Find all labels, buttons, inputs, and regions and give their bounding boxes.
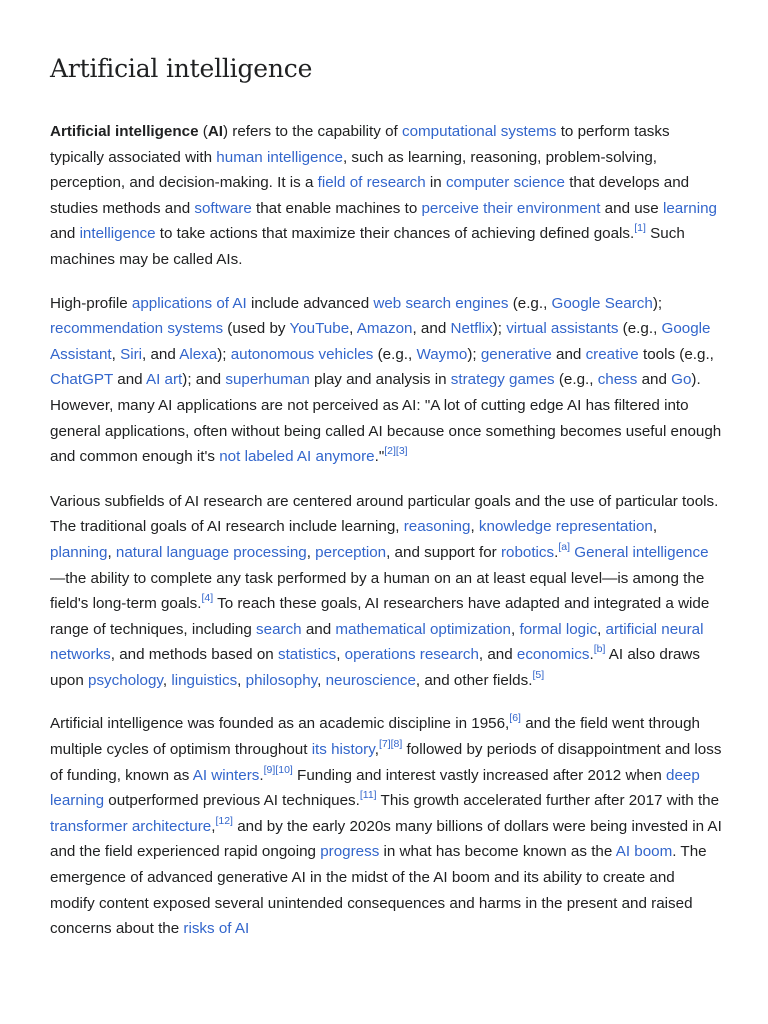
paragraph-text: and <box>301 620 336 638</box>
citation-link[interactable]: [10] <box>275 763 293 776</box>
paragraph-text: , <box>111 345 121 363</box>
paragraph-text: in <box>425 174 446 192</box>
paragraph-text: . <box>589 646 594 664</box>
paragraph <box>50 119 722 273</box>
citation-link[interactable]: [5] <box>532 669 545 682</box>
link-statistics[interactable]: statistics <box>277 646 337 664</box>
paragraph-text: , and support for <box>386 543 501 561</box>
paragraph-text: AI also draws upon <box>50 646 700 689</box>
citation-ref <box>384 445 396 457</box>
paragraph-text: and use <box>600 199 663 217</box>
paragraph-text: ). However, many AI applications are not perceived as AI: "A lot of cutting edge AI has filtered into general applications, often without being called AI because once something becomes useful enough and common enough it's <box>50 371 722 466</box>
link-intelligence[interactable]: intelligence <box>79 225 156 243</box>
citation-ref <box>275 764 293 776</box>
paragraph-text: to perform tasks typically associated with <box>50 123 670 166</box>
link-risks-of-ai[interactable]: risks of AI <box>183 920 250 938</box>
paragraph-text: and <box>113 371 146 389</box>
citation-ref <box>558 541 570 553</box>
citation-ref <box>391 738 403 750</box>
paragraph-text: —the ability to complete any task performed by a human on an at least equal level—is among the field's long-term goals. <box>50 569 705 613</box>
link-linguistics[interactable]: linguistics <box>171 671 238 689</box>
paragraph-text: include advanced <box>246 294 374 312</box>
citation-link[interactable]: [3] <box>395 445 408 458</box>
link-psychology[interactable]: psychology <box>88 671 163 689</box>
paragraph-text: , <box>237 671 246 689</box>
link-netflix[interactable]: Netflix <box>450 320 493 338</box>
paragraph-text: Funding and interest vastly increased after 2012 when <box>292 766 666 784</box>
paragraph-text: This growth accelerated further after 2017 with the <box>376 792 720 810</box>
paragraph-text: , <box>652 518 658 536</box>
paragraph-text: , and <box>478 646 517 664</box>
paragraph-text: Artificial intelligence was founded as an academic discipline in 1956, <box>50 715 510 733</box>
paragraph-text: to take actions that maximize their chances of achieving defined goals. <box>155 225 635 243</box>
link-planning[interactable]: planning <box>50 543 108 561</box>
paragraph-text: (used by <box>223 320 290 338</box>
link-autonomous-vehicles[interactable]: autonomous vehicles <box>230 345 374 363</box>
link-perception[interactable]: perception <box>315 543 387 561</box>
link-ai-boom[interactable]: AI boom <box>615 843 673 861</box>
paragraph-text: outperformed previous AI techniques. <box>104 792 360 810</box>
paragraph <box>50 291 722 470</box>
paragraph-text: . <box>259 766 264 784</box>
link-virtual-assistants[interactable]: virtual assistants <box>506 320 619 338</box>
link-learning[interactable]: learning <box>662 199 717 217</box>
paragraph-text: ); <box>217 345 231 363</box>
link-its-history[interactable]: its history <box>311 741 375 759</box>
citation-link[interactable]: [8] <box>390 738 403 751</box>
citation-ref <box>379 738 391 750</box>
paragraph-text: , <box>211 817 216 835</box>
citation-link[interactable]: [11] <box>359 789 377 802</box>
article-body <box>50 119 722 960</box>
paragraph-text: (e.g., <box>508 294 552 312</box>
link-not-labeled-ai-anymore[interactable]: not labeled AI anymore <box>219 448 375 466</box>
paragraph-text: , <box>349 320 357 338</box>
citation-ref <box>396 445 408 457</box>
link-siri[interactable]: Siri <box>120 345 143 363</box>
citation-link[interactable]: [a] <box>558 541 571 554</box>
paragraph-text: , <box>374 741 379 759</box>
citation-ref <box>532 669 544 681</box>
link-perceive-their-environment[interactable]: perceive their environment <box>421 199 601 217</box>
link-operations-research[interactable]: operations research <box>344 646 479 664</box>
link-progress[interactable]: progress <box>320 843 380 861</box>
paragraph-text: , and methods based on <box>110 646 278 664</box>
paragraph-text: , <box>162 671 172 689</box>
citation-ref <box>215 815 233 827</box>
paragraph-text: ( <box>198 123 208 140</box>
link-robotics[interactable]: robotics <box>500 543 555 561</box>
paragraph-text: , and <box>142 345 180 363</box>
paragraph-text: , and <box>412 320 451 338</box>
bold-term: Artificial intelligence <box>50 123 199 140</box>
paragraph-text: , and other fields. <box>415 671 533 689</box>
link-human-intelligence[interactable]: human intelligence <box>216 148 343 166</box>
link-artificial-neural-networks[interactable]: artificial neural networks <box>50 620 704 664</box>
link-search[interactable]: search <box>256 620 302 638</box>
link-amazon[interactable]: Amazon <box>356 320 413 338</box>
link-deep-learning[interactable]: deep learning <box>50 766 700 810</box>
paragraph-text: , <box>317 671 326 689</box>
paragraph-text: , <box>107 543 116 561</box>
link-go[interactable]: Go <box>671 371 692 389</box>
citation-link[interactable]: [6] <box>509 712 521 725</box>
paragraph-text: ); <box>492 320 507 338</box>
paragraph-text: and <box>637 371 672 389</box>
link-economics[interactable]: economics <box>516 646 590 664</box>
paragraph-text: High-profile <box>50 294 132 312</box>
paragraph-text: play and analysis in <box>309 371 451 389</box>
link-web-search-engines[interactable]: web search engines <box>373 294 509 312</box>
citation-ref <box>360 789 377 801</box>
paragraph-text: , <box>510 620 520 638</box>
citation-link[interactable]: [1] <box>634 222 646 235</box>
citation-link[interactable]: [b] <box>593 643 606 656</box>
paragraph-text: ." <box>374 448 385 466</box>
paragraph-text: tools (e.g., <box>638 345 714 363</box>
citation-ref <box>201 592 213 604</box>
link-computer-science[interactable]: computer science <box>445 174 565 192</box>
paragraph-text: Such machines may be called AIs. <box>50 225 685 268</box>
paragraph-text: . <box>554 543 559 561</box>
link-formal-logic[interactable]: formal logic <box>519 620 598 638</box>
link-neuroscience[interactable]: neuroscience <box>325 671 416 689</box>
link-generative[interactable]: generative <box>480 345 552 363</box>
citation-link[interactable]: [4] <box>201 592 214 605</box>
paragraph-text: followed by periods of disappointment and loss of funding, known as <box>50 741 722 784</box>
link-creative[interactable]: creative <box>585 345 639 363</box>
link-superhuman[interactable]: superhuman <box>225 371 310 389</box>
paragraph-text: and <box>50 225 80 243</box>
link-reasoning[interactable]: reasoning <box>403 518 471 536</box>
link-waymo[interactable]: Waymo <box>416 345 468 363</box>
paragraph-text: ) refers to the capability of <box>223 123 402 140</box>
link-alexa[interactable]: Alexa <box>179 345 218 363</box>
citation-link[interactable]: [9] <box>263 763 276 776</box>
link-field-of-research[interactable]: field of research <box>317 174 426 192</box>
paragraph-text: and by the early 2020s many billions of dollars were being invested in AI and the field experienced rapid ongoing <box>50 817 722 861</box>
link-strategy-games[interactable]: strategy games <box>450 371 555 389</box>
link-ai-winters[interactable]: AI winters <box>192 766 260 784</box>
paragraph <box>50 711 722 941</box>
paragraph-text: (e.g., <box>373 345 417 363</box>
paragraph-text: in what has become known as the <box>379 843 616 861</box>
paragraph-text: , such as learning, reasoning, problem-solving, perception, and decision-making. It is a <box>50 148 657 192</box>
paragraph-text: and the field went through multiple cycles of optimism throughout <box>50 715 700 759</box>
paragraph-text: , <box>597 620 606 638</box>
link-software[interactable]: software <box>194 199 252 217</box>
citation-link[interactable]: [7] <box>378 738 391 751</box>
paragraph-text: , <box>306 543 316 561</box>
link-youtube[interactable]: YouTube <box>289 320 350 338</box>
paragraph-text: ); <box>652 294 663 312</box>
citation-ref <box>634 223 646 235</box>
paragraph-text: (e.g., <box>554 371 598 389</box>
citation-link[interactable]: [2] <box>384 445 396 458</box>
paragraph-text: that develops and studies methods and <box>50 174 690 217</box>
link-philosophy[interactable]: philosophy <box>245 671 318 689</box>
citation-link[interactable]: [12] <box>215 815 233 828</box>
citation-ref <box>594 643 606 655</box>
link-ai-art[interactable]: AI art <box>145 371 183 389</box>
link-chatgpt[interactable]: ChatGPT <box>50 371 114 389</box>
paragraph-text: , <box>470 518 479 536</box>
paragraph-text: ); <box>467 345 481 363</box>
link-chess[interactable]: chess <box>597 371 638 389</box>
link-knowledge-representation[interactable]: knowledge representation <box>478 518 653 536</box>
citation-ref <box>264 764 276 776</box>
link-general-intelligence[interactable]: General intelligence <box>574 543 709 561</box>
link-applications-of-ai[interactable]: applications of AI <box>131 294 247 312</box>
link-mathematical-optimization[interactable]: mathematical optimization <box>335 620 511 638</box>
paragraph-text: ); and <box>182 371 226 389</box>
citation-ref <box>509 713 521 725</box>
paragraph-text: and <box>551 345 586 363</box>
paragraph-text: Various subfields of AI research are centered around particular goals and the use of particular tools. The traditional goals of AI research include learning, <box>50 492 719 536</box>
link-computational-systems[interactable]: computational systems <box>401 123 557 140</box>
paragraph <box>50 489 722 694</box>
link-google-search[interactable]: Google Search <box>551 294 653 312</box>
link-recommendation-systems[interactable]: recommendation systems <box>50 320 224 338</box>
link-transformer-architecture[interactable]: transformer architecture <box>50 817 212 835</box>
paragraph-text: To reach these goals, AI researchers have adapted and integrated a wide range of techniques, including <box>50 595 710 638</box>
paragraph-text: , <box>336 646 345 664</box>
link-natural-language-processing[interactable]: natural language processing <box>115 543 307 561</box>
page-title: Artificial intelligence <box>50 54 313 83</box>
paragraph-text: (e.g., <box>618 320 662 338</box>
bold-term: AI <box>207 123 224 140</box>
link-google-assistant[interactable]: Google Assistant <box>50 320 711 363</box>
paragraph-text: that enable machines to <box>251 199 422 217</box>
paragraph-text: . The emergence of advanced generative AI in the midst of the AI boom and its ability to create and modify content exposed several unintended consequences and harms in the present and raised concerns about the <box>50 843 707 938</box>
